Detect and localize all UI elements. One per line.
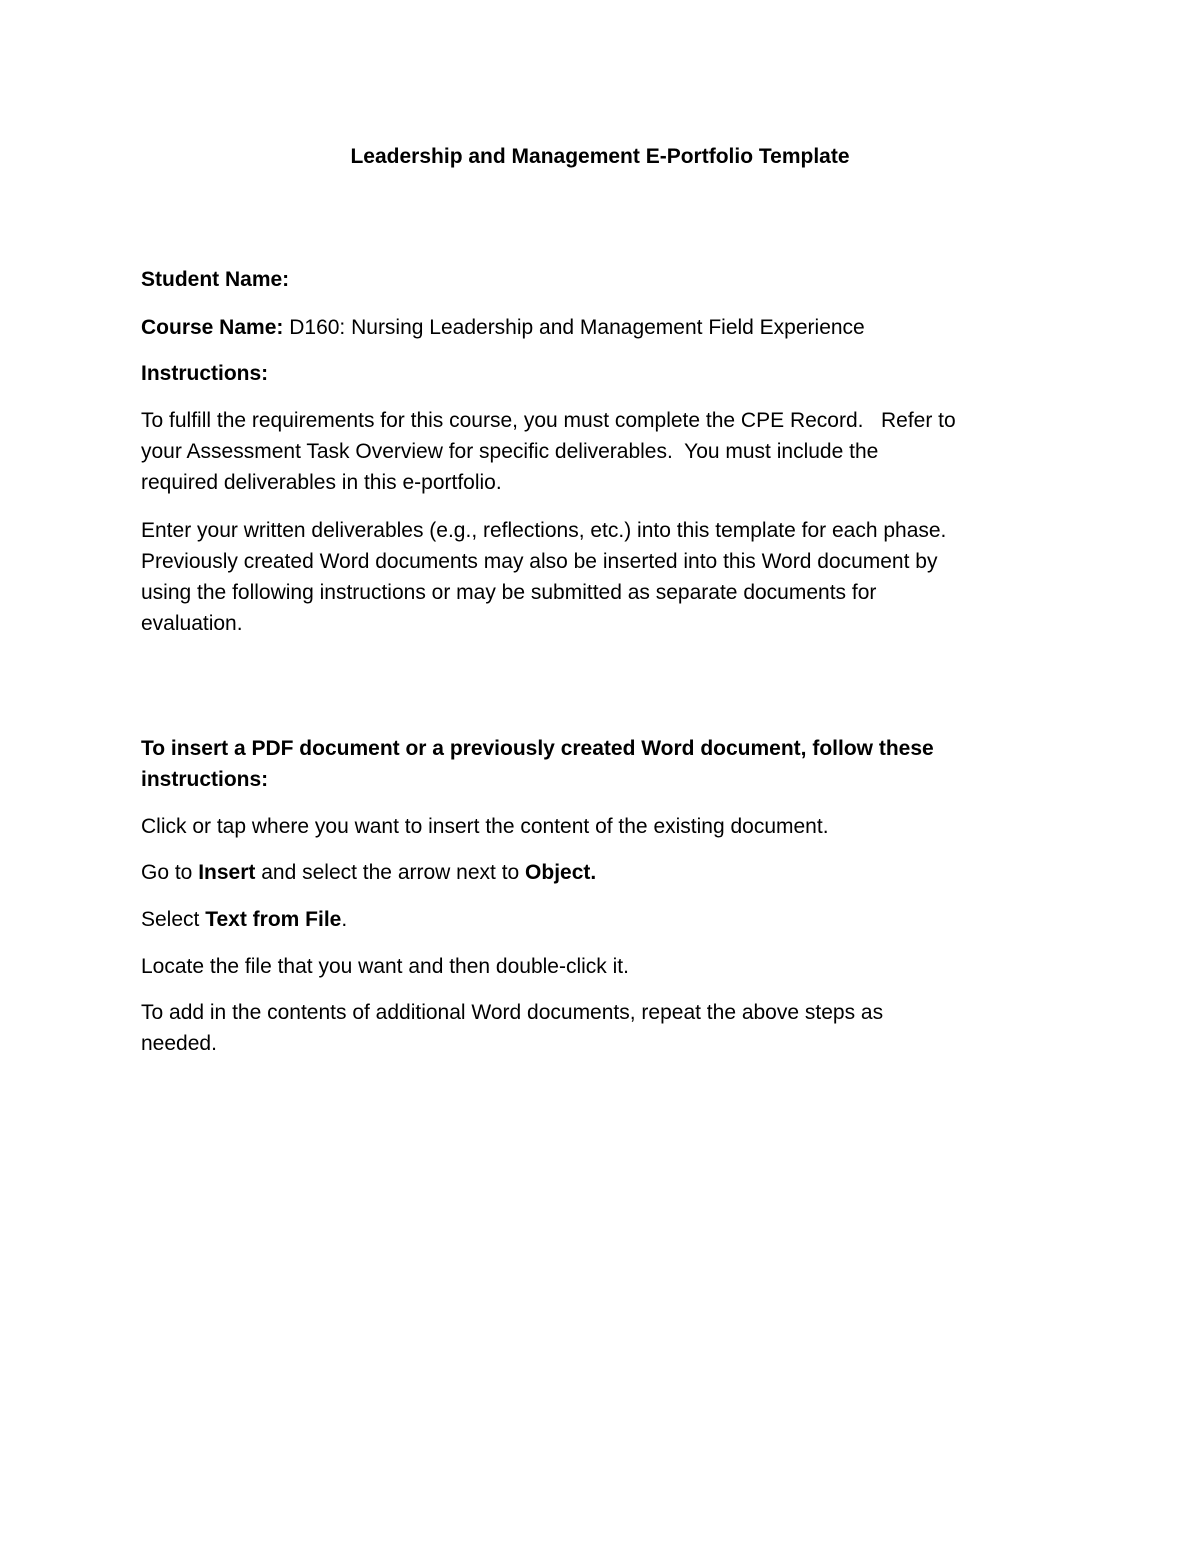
course-name-label: Course Name: <box>141 316 284 339</box>
step-select-prefix: Select <box>141 908 206 931</box>
student-name-label: Student Name: <box>141 268 290 291</box>
course-name-line <box>141 312 865 343</box>
paragraph-enter <box>141 515 946 639</box>
paragraph-line: using the following instructions or may be submitted as separate documents for <box>141 581 877 604</box>
instructions-label: Instructions: <box>141 362 269 385</box>
course-name-value: D160: Nursing Leadership and Management Field Experience <box>283 316 865 339</box>
step-select <box>141 904 347 935</box>
heading-line: To insert a PDF document or a previously created Word document, follow these <box>141 737 934 760</box>
step-click: Click or tap where you want to insert the content of the existing document. <box>141 815 829 838</box>
step-goto-prefix: Go to <box>141 861 199 884</box>
paragraph-line: To fulfill the requirements for this course, you must complete the CPE Record. Refer to <box>141 409 956 432</box>
document-title: Leadership and Management E-Portfolio Template <box>350 145 850 168</box>
paragraph-line: needed. <box>141 1032 217 1055</box>
paragraph-line: Enter your written deliverables (e.g., reflections, etc.) into this template for each phase. <box>141 519 947 542</box>
insert-menu-name: Insert <box>198 861 256 884</box>
step-add <box>141 997 883 1059</box>
step-locate: Locate the file that you want and then double-click it. <box>141 955 629 978</box>
text-from-file-option: Text from File <box>205 908 342 931</box>
paragraph-line: evaluation. <box>141 612 243 635</box>
step-select-suffix: . <box>341 908 348 931</box>
step-goto <box>141 857 596 888</box>
paragraph-fulfill <box>141 405 956 498</box>
insert-instructions-heading <box>141 733 934 795</box>
paragraph-line: your Assessment Task Overview for specific deliverables. You must include the <box>141 440 879 463</box>
paragraph-line: To add in the contents of additional Word documents, repeat the above steps as <box>141 1001 884 1024</box>
paragraph-line: required deliverables in this e-portfolio. <box>141 471 502 494</box>
paragraph-line: Previously created Word documents may also be inserted into this Word document by <box>141 550 938 573</box>
object-menu-name: Object. <box>525 861 597 884</box>
heading-line: instructions: <box>141 768 269 791</box>
step-goto-middle: and select the arrow next to <box>255 861 526 884</box>
